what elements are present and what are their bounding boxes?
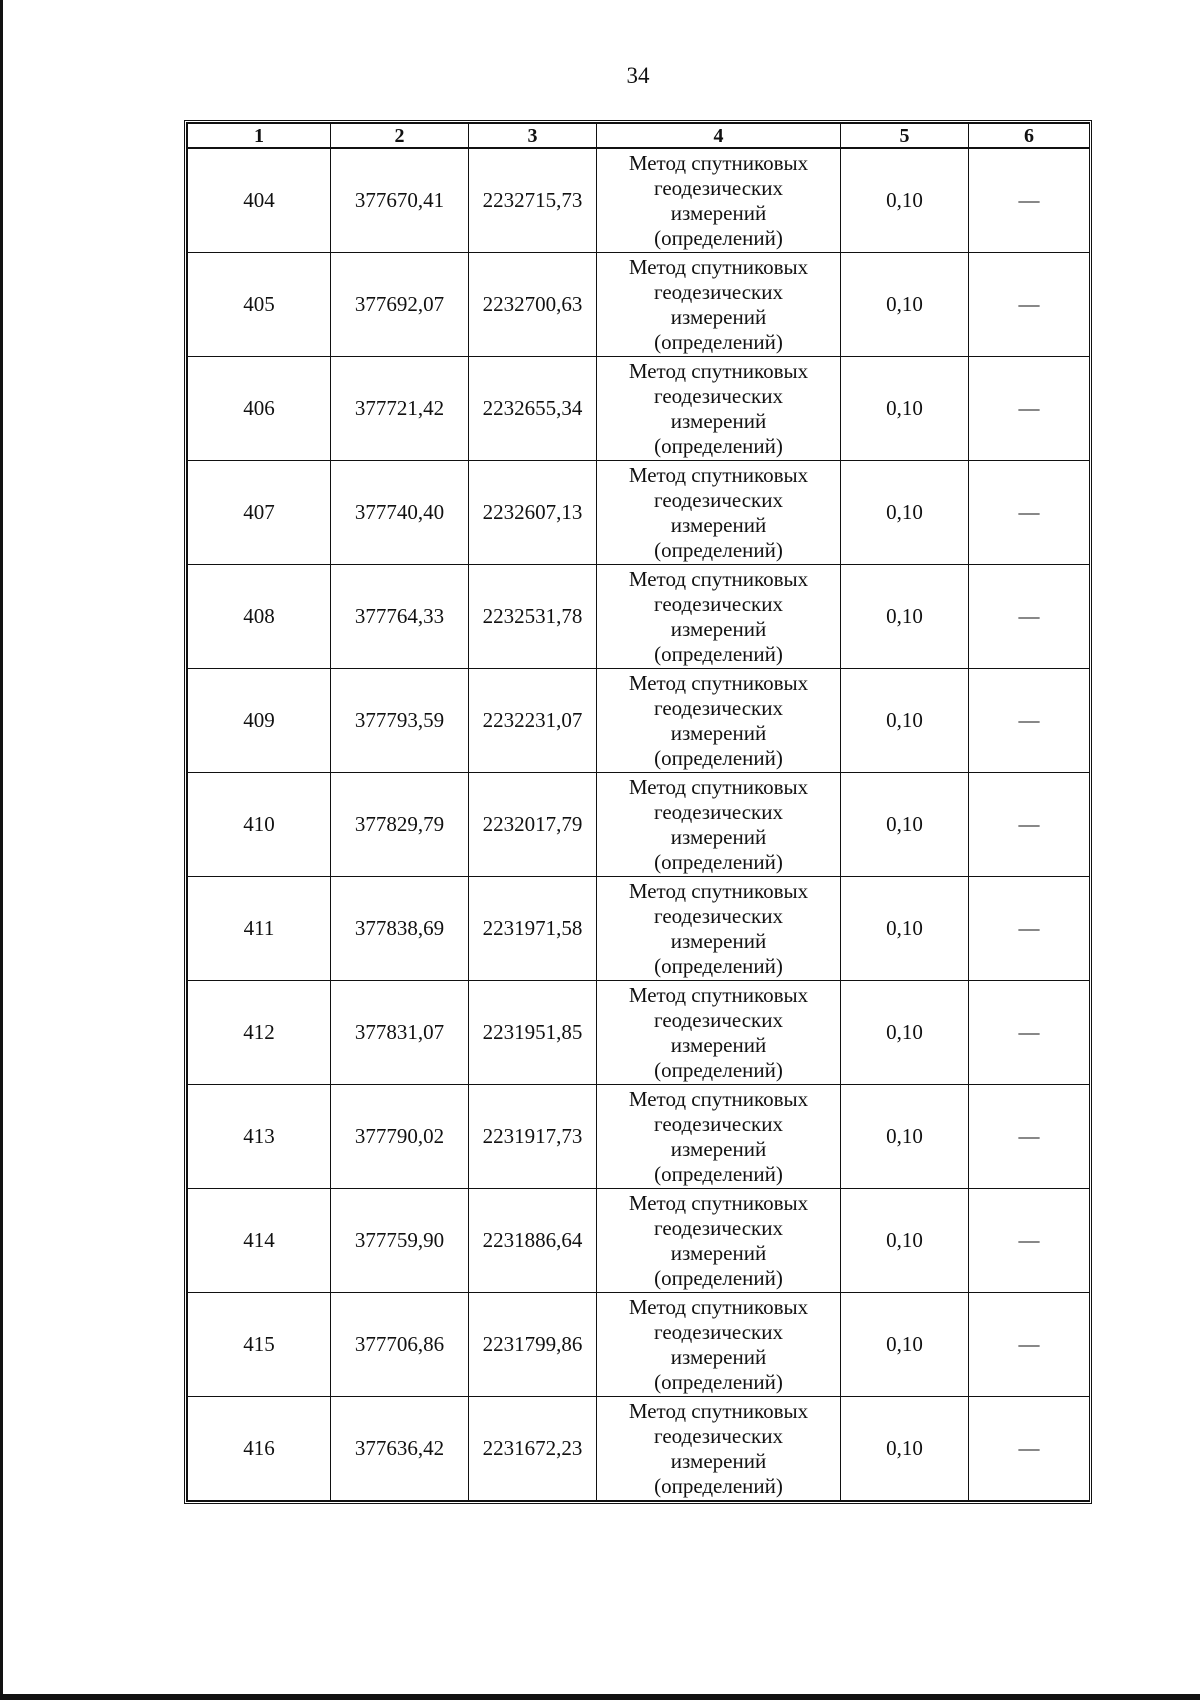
method-line: измерений <box>670 200 767 225</box>
table-row <box>188 1397 1090 1501</box>
coord-y-cell: 2232700,63 <box>469 253 597 357</box>
method-line: Метод спутниковых <box>628 566 809 591</box>
coordinates-table-frame <box>184 120 1092 1504</box>
point-number-cell: 408 <box>188 565 331 669</box>
method-cell <box>597 981 841 1085</box>
method-line: (определений) <box>654 225 783 250</box>
point-number-cell: 404 <box>188 148 331 253</box>
note-cell: — <box>969 1189 1090 1293</box>
coord-x-cell: 377740,40 <box>331 461 469 565</box>
method-line: (определений) <box>654 953 783 978</box>
note-cell: — <box>969 773 1090 877</box>
method-line: Метод спутниковых <box>628 1294 809 1319</box>
method-line: измерений <box>670 304 767 329</box>
coord-y-cell: 2232231,07 <box>469 669 597 773</box>
point-number-cell: 407 <box>188 461 331 565</box>
note-cell: — <box>969 461 1090 565</box>
table-row <box>188 253 1090 357</box>
accuracy-cell: 0,10 <box>841 565 969 669</box>
coord-y-cell: 2231799,86 <box>469 1293 597 1397</box>
method-line: (определений) <box>654 537 783 562</box>
coord-x-cell: 377829,79 <box>331 773 469 877</box>
accuracy-cell: 0,10 <box>841 877 969 981</box>
header-col-2: 2 <box>331 124 469 149</box>
method-line: (определений) <box>654 1057 783 1082</box>
page-number: 34 <box>626 63 650 88</box>
point-number-cell: 406 <box>188 357 331 461</box>
accuracy-cell: 0,10 <box>841 981 969 1085</box>
point-number-cell: 410 <box>188 773 331 877</box>
coord-x-cell: 377764,33 <box>331 565 469 669</box>
note-cell: — <box>969 877 1090 981</box>
coord-y-cell: 2232017,79 <box>469 773 597 877</box>
method-line: геодезических <box>653 383 783 408</box>
method-line: геодезических <box>653 591 783 616</box>
method-line: измерений <box>670 1032 767 1057</box>
accuracy-cell: 0,10 <box>841 1085 969 1189</box>
method-line: геодезических <box>653 799 783 824</box>
method-line: Метод спутниковых <box>628 150 809 175</box>
table-row <box>188 461 1090 565</box>
coord-y-cell: 2232607,13 <box>469 461 597 565</box>
header-col-1: 1 <box>188 124 331 149</box>
method-line: Метод спутниковых <box>628 878 809 903</box>
method-line: геодезических <box>653 1319 783 1344</box>
method-line: измерений <box>670 1240 767 1265</box>
method-cell <box>597 1293 841 1397</box>
method-line: геодезических <box>653 695 783 720</box>
method-line: измерений <box>670 1136 767 1161</box>
table-header-row <box>188 124 1090 149</box>
coord-y-cell: 2231951,85 <box>469 981 597 1085</box>
method-line: Метод спутниковых <box>628 774 809 799</box>
coordinates-table <box>187 123 1090 1501</box>
method-cell <box>597 357 841 461</box>
header-col-4: 4 <box>597 124 841 149</box>
method-line: Метод спутниковых <box>628 1086 809 1111</box>
method-cell <box>597 877 841 981</box>
coord-x-cell: 377706,86 <box>331 1293 469 1397</box>
method-line: геодезических <box>653 487 783 512</box>
coord-x-cell: 377831,07 <box>331 981 469 1085</box>
note-cell: — <box>969 1085 1090 1189</box>
table-row <box>188 1189 1090 1293</box>
note-cell: — <box>969 148 1090 253</box>
method-line: Метод спутниковых <box>628 1398 809 1423</box>
coord-x-cell: 377790,02 <box>331 1085 469 1189</box>
coord-x-cell: 377838,69 <box>331 877 469 981</box>
accuracy-cell: 0,10 <box>841 1189 969 1293</box>
coord-y-cell: 2231971,58 <box>469 877 597 981</box>
method-line: геодезических <box>653 279 783 304</box>
note-cell: — <box>969 1293 1090 1397</box>
accuracy-cell: 0,10 <box>841 1293 969 1397</box>
note-cell: — <box>969 1397 1090 1501</box>
method-cell <box>597 1085 841 1189</box>
method-line: (определений) <box>654 1369 783 1394</box>
accuracy-cell: 0,10 <box>841 357 969 461</box>
table-row <box>188 877 1090 981</box>
note-cell: — <box>969 669 1090 773</box>
table-row <box>188 565 1090 669</box>
method-line: измерений <box>670 616 767 641</box>
method-line: (определений) <box>654 849 783 874</box>
method-cell <box>597 565 841 669</box>
method-line: (определений) <box>654 1161 783 1186</box>
coord-y-cell: 2232655,34 <box>469 357 597 461</box>
method-line: геодезических <box>653 903 783 928</box>
coord-x-cell: 377759,90 <box>331 1189 469 1293</box>
note-cell: — <box>969 565 1090 669</box>
method-line: (определений) <box>654 329 783 354</box>
header-col-6: 6 <box>969 124 1090 149</box>
table-body <box>188 148 1090 1501</box>
note-cell: — <box>969 981 1090 1085</box>
method-line: геодезических <box>653 1007 783 1032</box>
table-row <box>188 1085 1090 1189</box>
table-row <box>188 148 1090 253</box>
coord-x-cell: 377721,42 <box>331 357 469 461</box>
method-cell <box>597 148 841 253</box>
point-number-cell: 414 <box>188 1189 331 1293</box>
method-line: (определений) <box>654 641 783 666</box>
note-cell: — <box>969 357 1090 461</box>
method-line: Метод спутниковых <box>628 1190 809 1215</box>
table-row <box>188 773 1090 877</box>
coord-y-cell: 2231886,64 <box>469 1189 597 1293</box>
method-line: Метод спутниковых <box>628 358 809 383</box>
method-line: измерений <box>670 1344 767 1369</box>
table-row <box>188 357 1090 461</box>
coord-x-cell: 377670,41 <box>331 148 469 253</box>
method-line: Метод спутниковых <box>628 670 809 695</box>
point-number-cell: 409 <box>188 669 331 773</box>
method-line: Метод спутниковых <box>628 254 809 279</box>
method-line: геодезических <box>653 1423 783 1448</box>
coord-y-cell: 2232531,78 <box>469 565 597 669</box>
method-cell <box>597 773 841 877</box>
point-number-cell: 405 <box>188 253 331 357</box>
method-cell <box>597 1189 841 1293</box>
method-line: геодезических <box>653 1215 783 1240</box>
method-line: измерений <box>670 928 767 953</box>
coord-y-cell: 2232715,73 <box>469 148 597 253</box>
point-number-cell: 411 <box>188 877 331 981</box>
method-line: измерений <box>670 824 767 849</box>
method-cell <box>597 669 841 773</box>
scan-edge-left <box>0 0 3 1700</box>
method-line: измерений <box>670 1448 767 1473</box>
method-line: измерений <box>670 408 767 433</box>
note-cell: — <box>969 253 1090 357</box>
point-number-cell: 412 <box>188 981 331 1085</box>
table-row <box>188 1293 1090 1397</box>
point-number-cell: 416 <box>188 1397 331 1501</box>
point-number-cell: 415 <box>188 1293 331 1397</box>
method-line: (определений) <box>654 745 783 770</box>
table-row <box>188 669 1090 773</box>
header-col-3: 3 <box>469 124 597 149</box>
table-row <box>188 981 1090 1085</box>
method-cell <box>597 1397 841 1501</box>
method-line: (определений) <box>654 1265 783 1290</box>
accuracy-cell: 0,10 <box>841 1397 969 1501</box>
method-line: (определений) <box>654 433 783 458</box>
method-line: геодезических <box>653 175 783 200</box>
accuracy-cell: 0,10 <box>841 773 969 877</box>
point-number-cell: 413 <box>188 1085 331 1189</box>
method-cell <box>597 461 841 565</box>
method-line: измерений <box>670 512 767 537</box>
method-line: Метод спутниковых <box>628 462 809 487</box>
coord-x-cell: 377793,59 <box>331 669 469 773</box>
coord-y-cell: 2231672,23 <box>469 1397 597 1501</box>
method-line: геодезических <box>653 1111 783 1136</box>
accuracy-cell: 0,10 <box>841 669 969 773</box>
method-line: измерений <box>670 720 767 745</box>
accuracy-cell: 0,10 <box>841 148 969 253</box>
coord-y-cell: 2231917,73 <box>469 1085 597 1189</box>
method-line: Метод спутниковых <box>628 982 809 1007</box>
coord-x-cell: 377636,42 <box>331 1397 469 1501</box>
method-cell <box>597 253 841 357</box>
header-col-5: 5 <box>841 124 969 149</box>
method-line: (определений) <box>654 1473 783 1498</box>
accuracy-cell: 0,10 <box>841 461 969 565</box>
scan-edge-bottom <box>0 1694 1200 1700</box>
accuracy-cell: 0,10 <box>841 253 969 357</box>
coord-x-cell: 377692,07 <box>331 253 469 357</box>
